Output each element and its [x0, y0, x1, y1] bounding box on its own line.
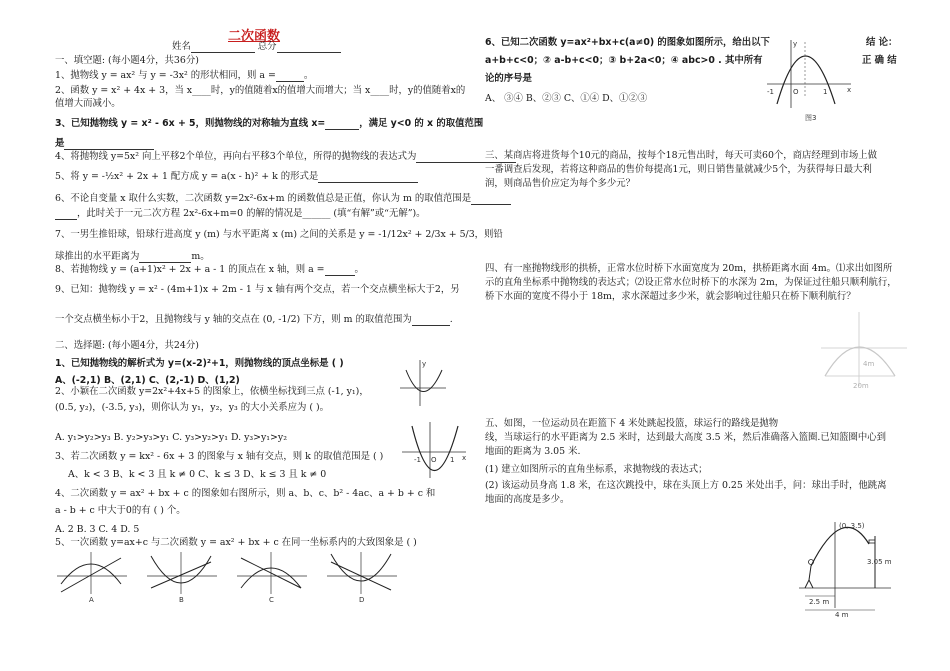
question-7-line-1: 7、一男生推铅球，铅球行进高度 y (m) 与水平距离 x (m) 之间的关系是 y = -1/12x² + 2/3x + 5/3，则铅 [55, 229, 503, 240]
question-2-line-2: 值增大而减小。 [55, 98, 121, 109]
figure-3-parabola [765, 38, 855, 123]
question-3-line-2: 是 [55, 138, 154, 150]
problem-5-line-5: (2) 该运动员身高 1.8 米，在这次跳投中，球在头顶上方 0.25 米处出手，问：球出手时，他跳离 [485, 480, 887, 491]
svg-text:D: D [359, 596, 365, 604]
problem-3-line-3: 润，则商品售价应定为每个多少元？ [485, 178, 636, 189]
name-field[interactable]: 姓名 总分 [172, 41, 341, 53]
problem-5-line-6: 地面的高度是多少。 [485, 494, 570, 505]
problem-4-line-1: 四、有一座抛物线形的拱桥，正常水位时桥下水面宽度为 20m，拱桥距离水面 4m。⑴求出如图所 [485, 263, 893, 274]
svg-text:4 m: 4 m [835, 611, 849, 619]
problem-5-line-4: (1) 建立如图所示的直角坐标系，求抛物线的表达式； [485, 464, 708, 475]
section-1-heading: 一、填空题: (每小题4分，共36分) [55, 55, 199, 66]
problem-3-line-2: 一番调查后发现，若将这种商品的售价每提高1元，则日销售量就减少5个，为获得每日最大利 [485, 164, 872, 175]
problem-5-line-3: 地面的距离为 3.05 米. [485, 446, 581, 457]
choice-1-figure [398, 358, 448, 408]
right-question-6-tail-1: 结 论： [866, 37, 898, 48]
problem-4-line-2: 示的直角坐标系中抛物线的表达式；⑵设正常水位时桥下的水深为 2m，为保证过往船只顺利航行， [485, 277, 897, 288]
page-title: 二次函数 [228, 29, 281, 44]
svg-text:O: O [431, 456, 437, 464]
choice-3: 3、若二次函数 y = kx² - 6x + 3 的图象与 x 轴有交点，则 k 的取值范围是 ( ) [55, 451, 384, 462]
problem-3-line-1: 三、某商店将进货每个10元的商品，按每个18元售出时，每天可卖60个，商店经理到市场上做 [485, 150, 878, 161]
svg-text:3.05 m: 3.05 m [867, 558, 892, 566]
question-3-line-1: 3、已知抛物线 y = x² - 6x + 5，则抛物线的对称轴为直线 x= ，满足 y<0 的 x 的取值范围 [55, 118, 484, 129]
right-question-6-line-1: 6、已知二次函数 y=ax²+bx+c(a≠0) 的图象如图所示，给出以下 [485, 37, 770, 48]
choice-4-line-1: 4、二次函数 y = ax² + bx + c 的图象如右图所示，则 a、b、c、b² - 4ac、a + b + c 和 [55, 488, 436, 499]
question-7-line-2: 球推出的水平距离为 m。 [55, 251, 210, 262]
svg-text:O: O [793, 88, 799, 96]
choice-4-options: A. 2 B. 3 C. 4 D. 5 [55, 524, 140, 535]
svg-text:A: A [89, 596, 94, 604]
svg-text:-1: -1 [767, 88, 774, 96]
choice-3-options: A、k < 3 B、k < 3 且 k ≠ 0 C、k ≤ 3 D、k ≤ 3 且 k ≠ 0 [68, 469, 327, 480]
problem-5-line-2: 线，当球运行的水平距离为 2.5 米时，达到最大高度 3.5 米，然后准确落入篮圈.已知篮圈中心到 [485, 432, 886, 443]
question-2-line-1: 2、函数 y = x² + 4x + 3，当 x____时，y的值随着x的值增大而增大；当 x____时，y的值随着x的 [55, 85, 466, 96]
choice-1-options: A、(-2,1) B、(2,1) C、(2,-1) D、(1,2) [55, 375, 240, 386]
choice-1: 1、已知抛物线的解析式为 y=(x-2)²+1，则抛物线的顶点坐标是 ( ) [55, 358, 344, 369]
question-6-line-2: ，此时关于一元二次方程 2x²-6x+m=0 的解的情况是______ (填“有解”或“无解”)。 [55, 208, 426, 220]
basketball-figure [795, 518, 895, 618]
choice-4-line-2: a - b + c 中大于0的有 ( ) 个。 [55, 505, 186, 516]
question-5: 5、将 y = -½x² + 2x + 1 配方成 y = a(x - h)² + k 的形式是 [55, 171, 418, 183]
choice-5-figures [55, 548, 415, 604]
svg-text:y: y [422, 360, 427, 368]
right-question-6-tail-2: 正 确 结 [862, 55, 897, 66]
right-question-6-line-3: 论的序号是 [485, 73, 532, 84]
choice-2-line-2: (0.5, y₂)，(-3.5, y₃)，则你认为 y₁，y₂，y₃ 的大小关系应为 ( )。 [55, 402, 330, 413]
svg-text:1: 1 [823, 88, 828, 96]
question-8: 8、若抛物线 y = (a+1)x² + 2x + a - 1 的顶点在 x 轴，则 a = 。 [55, 264, 364, 275]
choice-5: 5、一次函数 y=ax+c 与二次函数 y = ax² + bx + c 在同一坐标系内的大致图象是 ( ) [55, 537, 417, 548]
problem-4-line-3: 桥下水面的宽度不得小于 18m，求水深超过多少米，就会影响过往船只在桥下顺利航行？ [485, 291, 856, 302]
svg-text:4m: 4m [863, 360, 875, 368]
question-4: 4、将抛物线 y=5x² 向上平移2个单位，再向右平移3个单位，所得的抛物线的表达式为 [55, 151, 516, 163]
svg-text:20m: 20m [853, 382, 869, 390]
question-1: 1、抛物线 y = ax² 与 y = -3x² 的形状相同，则 a = 。 [55, 70, 314, 81]
question-9-line-1: 9、已知：抛物线 y = x² - (4m+1)x + 2m - 1 与 x 轴有两个交点，若一个交点横坐标大于2，另 [55, 284, 460, 295]
choice-2-line-1: 2、小颖在二次函数 y=2x²+4x+5 的图象上，依横坐标找到三点 (-1, y₁)， [55, 386, 369, 397]
choice-2-options: A. y₁>y₂>y₃ B. y₂>y₃>y₁ C. y₃>y₂>y₁ D. y₃>y₁>y₂ [55, 432, 287, 443]
svg-text:x: x [847, 86, 852, 94]
question-6-line-1: 6、不论自变量 x 取什么实数，二次函数 y=2x²-6x+m 的函数值总是正值，你认为 m 的取值范围是 [55, 193, 511, 205]
svg-text:1: 1 [450, 456, 455, 464]
right-question-6-options: A、 ③④ B、②③ C、①④ D、①②③ [485, 93, 648, 104]
bridge-figure [815, 308, 915, 393]
svg-text:B: B [179, 596, 184, 604]
section-2-heading: 二、选择题: (每小题4分，共24分) [55, 340, 199, 351]
svg-text:x: x [462, 454, 467, 462]
right-question-6-line-2: a+b+c<0；② a-b+c<0；③ b+2a<0；④ abc>0 . 其中所有 [485, 55, 763, 66]
choice-4-figure [400, 420, 468, 480]
svg-text:y: y [793, 40, 798, 48]
question-9-line-2: 一个交点横坐标小于2，且抛物线与 y 轴的交点在 (0, -1/2) 下方，则 m 的取值范围为 . [55, 314, 453, 325]
svg-text:C: C [269, 596, 274, 604]
problem-5-line-1: 五、如图，一位运动员在距篮下 4 米处跳起投篮，球运行的路线是抛物 [485, 418, 779, 429]
svg-text:图3: 图3 [805, 114, 817, 122]
svg-text:(0, 3.5): (0, 3.5) [839, 522, 865, 530]
svg-text:2.5 m: 2.5 m [809, 598, 830, 606]
svg-text:-1: -1 [414, 456, 421, 464]
